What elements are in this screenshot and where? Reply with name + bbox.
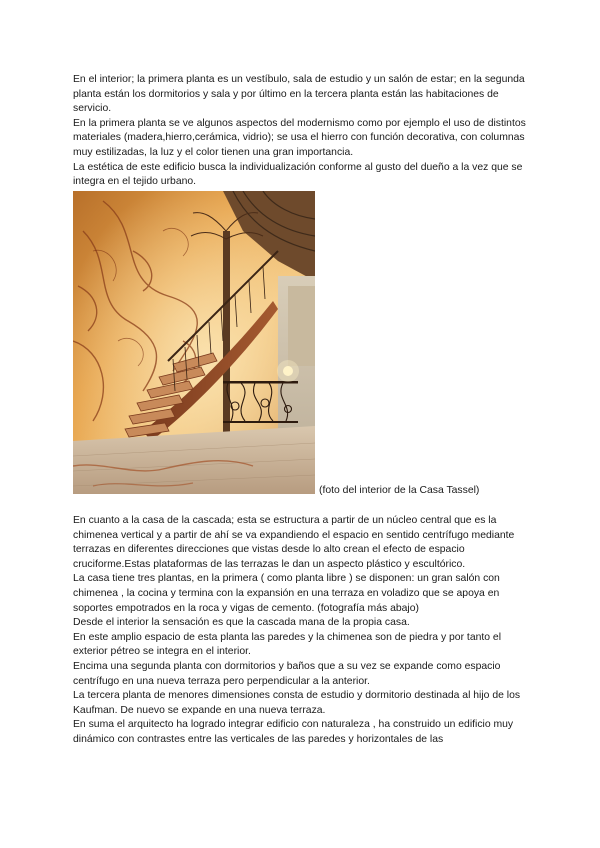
- paragraph: En este amplio espacio de esta planta las paredes y la chimenea son de piedra y por tanto el exterior pétreo se integra en el interior.: [73, 631, 502, 658]
- casa-tassel-interior-photo: [73, 191, 315, 494]
- text-block-bottom: [73, 514, 533, 748]
- paragraph: Desde el interior la sensación es que la cascada mana de la propia casa.: [73, 617, 410, 629]
- paragraph: En cuanto a la casa de la cascada; esta se estructura a partir de un núcleo central que es la chimenea vertical y a partir de ahí se va expandiendo el espacio en sentido centrífugo mediante terrazas en diferentes direcciones que vistas desde lo alto crean el efecto de espacio cruciforme.Estas plataformas de las terrazas le dan un aspecto plástico y escultórico.: [73, 515, 515, 570]
- text-block-top: [73, 73, 533, 190]
- paragraph: En suma el arquitecto ha logrado integrar edificio con naturaleza , ha construido un edificio muy dinámico con contrastes entre las verticales de las paredes y horizontales de las: [73, 719, 514, 745]
- paragraph: En el interior; la primera planta es un vestíbulo, sala de estudio y un salón de estar; en la segunda planta están los dormitorios y sala y por último en la tercera planta están las habitaciones de servicio.: [73, 74, 525, 115]
- paragraph: La casa tiene tres plantas, en la primera ( como planta libre ) se disponen: un gran salón con chimenea , la cocina y termina con la expansión en una terraza en voladizo que se apoya en soportes empotrados en la roca y vigas de cemento. (fotografía más abajo): [73, 573, 500, 614]
- photo-caption: (foto del interior de la Casa Tassel): [319, 485, 480, 496]
- paragraph: La estética de este edificio busca la individualización conforme al gusto del dueño a la vez que se integra en el tejido urbano.: [73, 161, 523, 188]
- paragraph: Encima una segunda planta con dormitorios y baños que a su vez se expande como espacio centrífugo en una nueva terraza pero perpendicular a la anterior.: [73, 660, 501, 687]
- paragraph: La tercera planta de menores dimensiones consta de estudio y dormitorio destinada al hijo de los Kaufman. De nuevo se expande en una nueva terraza.: [73, 690, 521, 716]
- paragraph: En la primera planta se ve algunos aspectos del modernismo como por ejemplo el uso de distintos materiales (madera,hierro,cerámica, vidrio); se usa el hierro con función decorativa, con columnas muy estilizadas, la luz y el color tienen una gran importancia.: [73, 117, 526, 158]
